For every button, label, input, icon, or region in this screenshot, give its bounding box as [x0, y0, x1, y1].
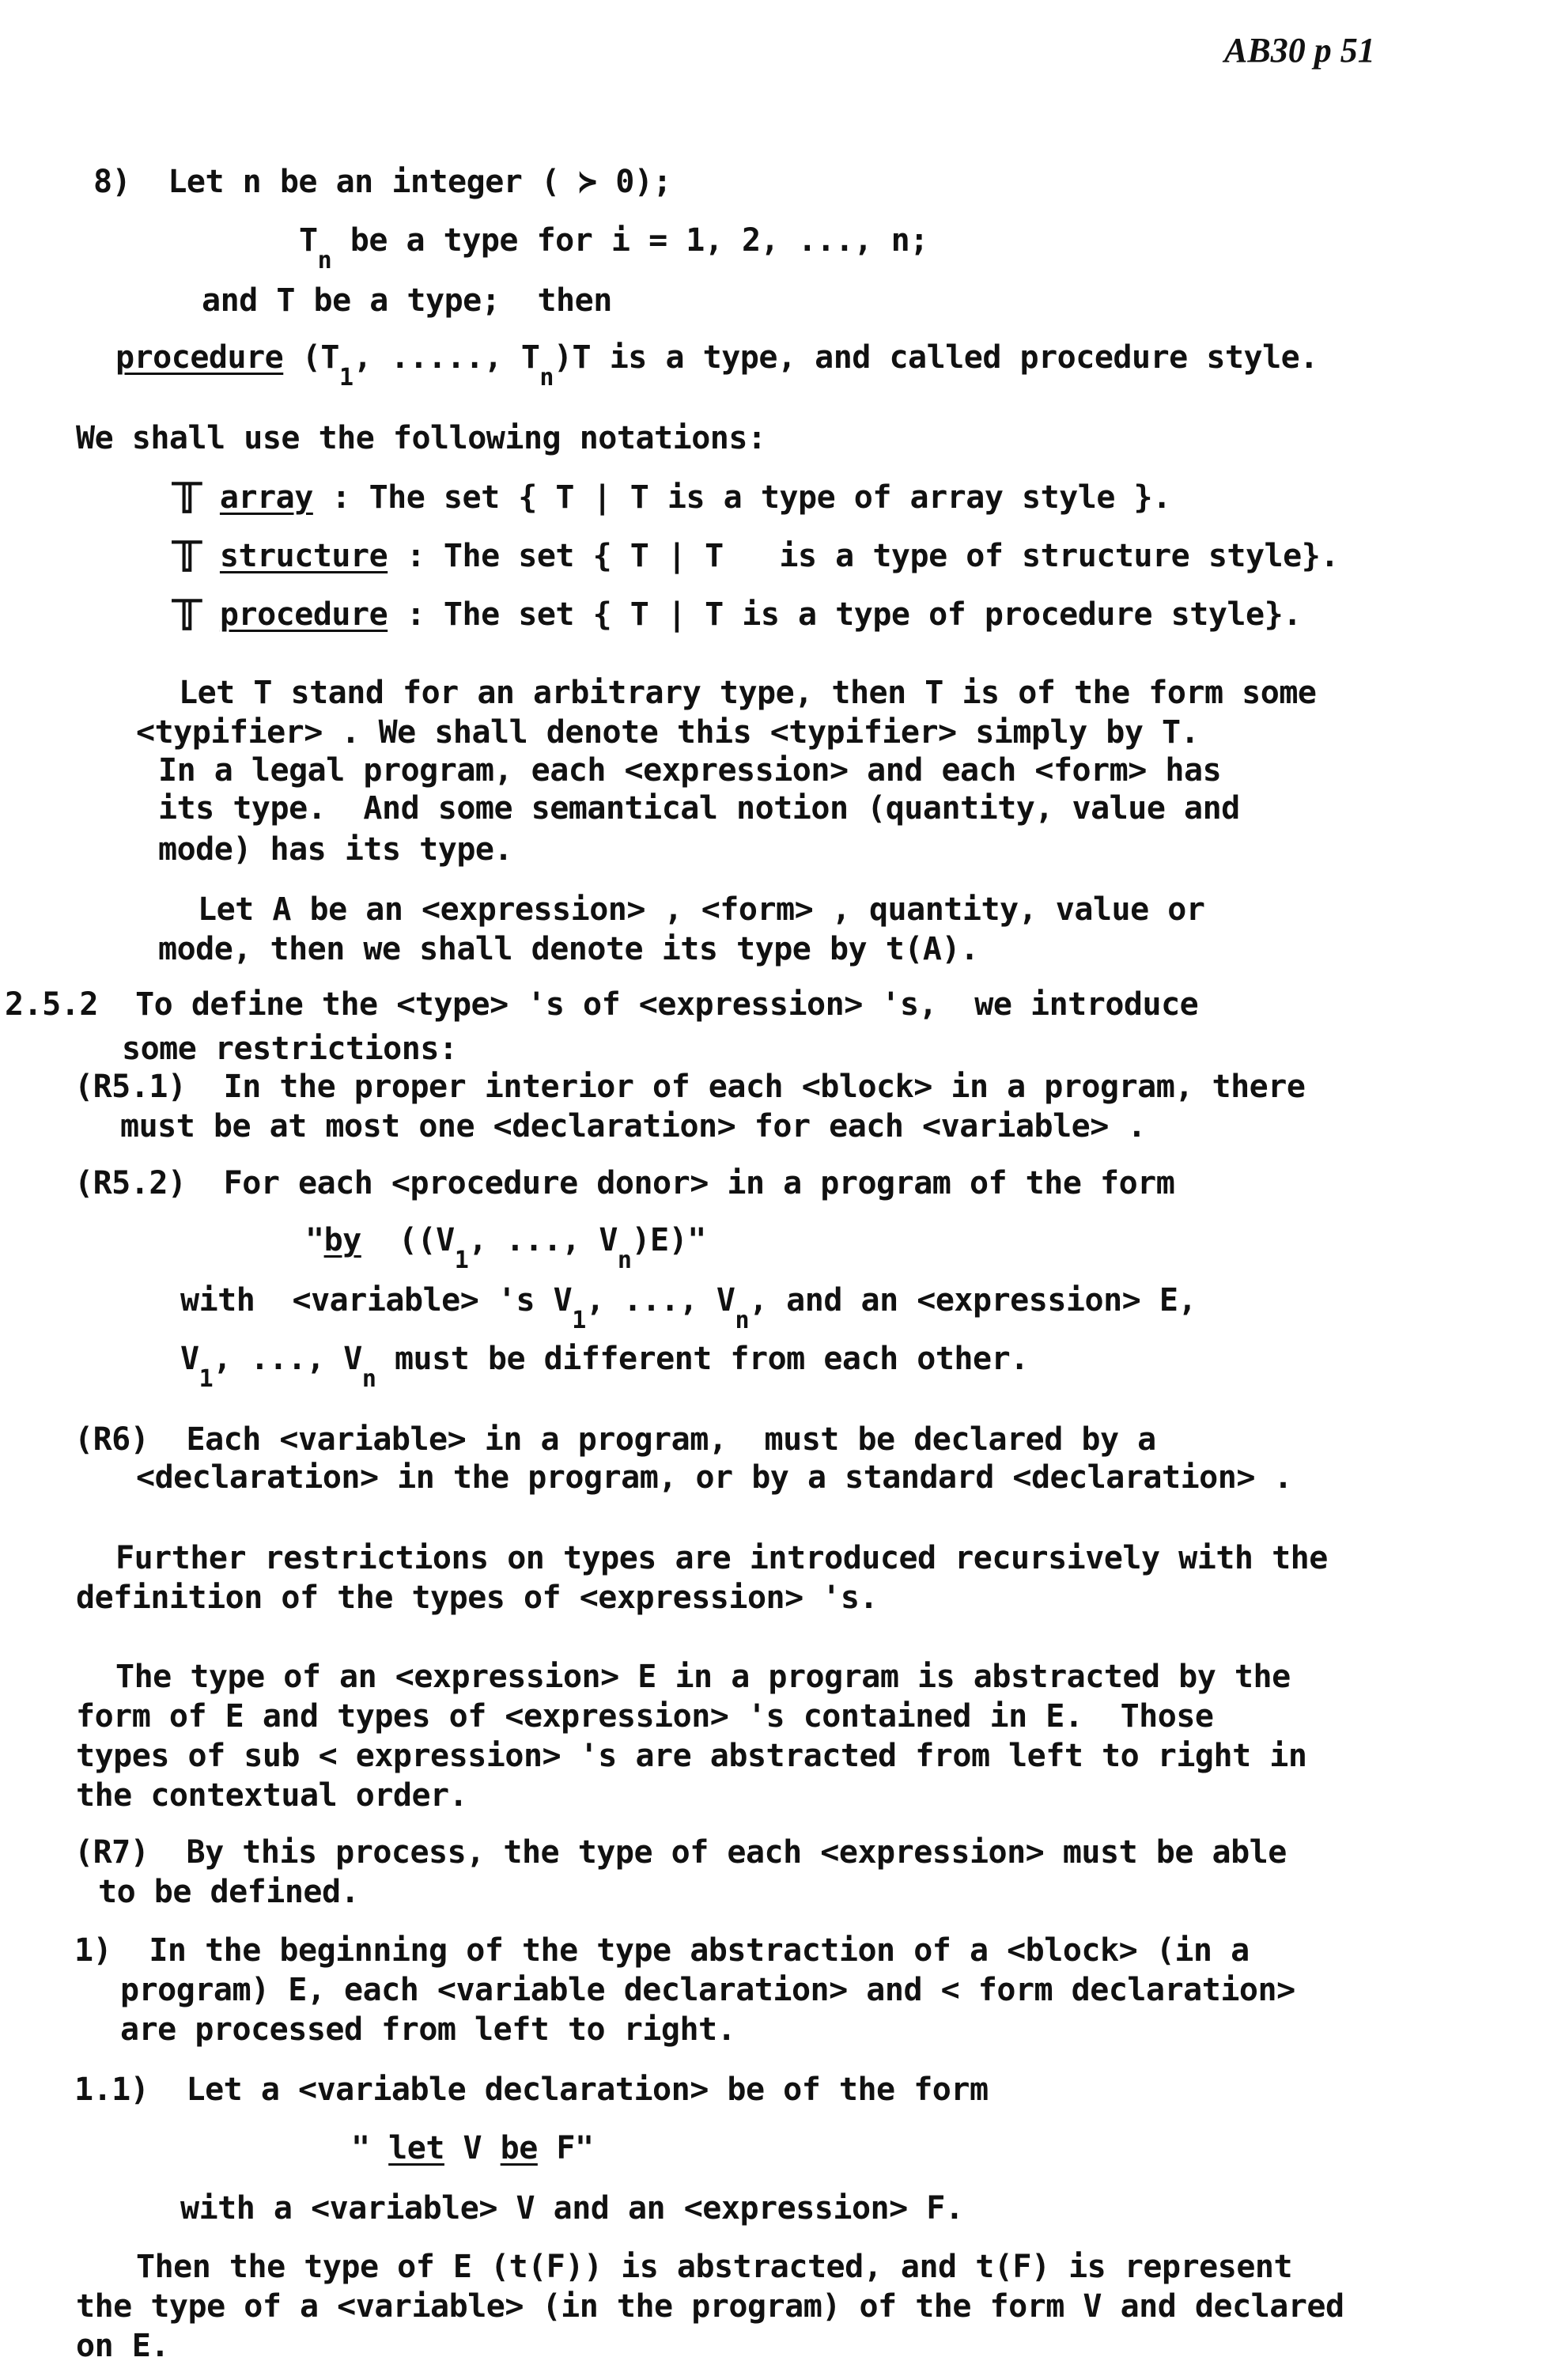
keyword-procedure: procedure: [115, 339, 284, 376]
notation-line: 𝕋 array : The set { T | T is a type of array style }.: [172, 477, 1171, 522]
text-line: the type of a <variable> (in the program) of the form V and declared: [76, 2288, 1344, 2325]
text-line: are processed from left to right.: [120, 2011, 736, 2048]
text-line: " let V be F": [351, 2130, 594, 2166]
text-line: 8) Let n be an integer ( ≻ 0);: [93, 164, 672, 200]
text-line: In a legal program, each <expression> and each <form> has: [158, 752, 1222, 789]
text-line: (R7) By this process, the type of each <expression> must be able: [74, 1834, 1287, 1871]
text-line: mode) has its type.: [158, 831, 513, 868]
text-line: on E.: [76, 2328, 169, 2364]
text-line: some restrictions:: [122, 1031, 458, 1067]
text-line: the contextual order.: [76, 1777, 468, 1814]
text-line: Further restrictions on types are introduced recursively with the: [115, 1540, 1328, 1576]
text-line: program) E, each <variable declaration> and < form declaration>: [120, 1972, 1295, 2008]
blackboard-t-symbol: 𝕋: [172, 594, 202, 639]
text-line: definition of the types of <expression> 's.: [76, 1580, 879, 1616]
text-line: Let A be an <expression> , <form> , quantity, value or: [198, 891, 1205, 928]
text-line: The type of an <expression> E in a program is abstracted by the: [115, 1659, 1291, 1695]
text-line: Let T stand for an arbitrary type, then T is of the form some: [179, 675, 1317, 711]
text-line: $T_n$ be a type for i = 1, 2, ..., n;: [299, 222, 928, 274]
text-line: 1) In the beginning of the type abstraction of a <block> (in a: [74, 1932, 1250, 1969]
text-line: must be at most one <declaration> for each <variable> .: [120, 1108, 1147, 1145]
text-line: 1.1) Let a <variable declaration> be of the form: [74, 2072, 989, 2108]
blackboard-t-symbol: 𝕋: [172, 535, 202, 581]
text-line: procedure ($T_1$, ....., $T_n)T$ is a type, and called procedure style.: [115, 339, 1318, 392]
text-line: its type. And some semantical notion (quantity, value and: [158, 790, 1240, 827]
text-line: (R5.2) For each <procedure donor> in a program of the form: [74, 1165, 1175, 1201]
notation-line: 𝕋 procedure : The set { T | T is a type of procedure style}.: [172, 594, 1302, 639]
text-line: with a <variable> V and an <expression> F.: [180, 2190, 964, 2227]
text-line: with <variable> 's $V_1$, ..., $V_n$, and an <expression> E,: [180, 1282, 1197, 1334]
text-line: $V_1$, ..., $V_n$ must be different from each other.: [180, 1341, 1029, 1393]
text-line: <declaration> in the program, or by a standard <declaration> .: [136, 1459, 1293, 1496]
blackboard-t-symbol: 𝕋: [172, 477, 202, 522]
text-line: to be defined.: [98, 1874, 360, 1910]
text-line: mode, then we shall denote its type by t(A).: [158, 931, 979, 967]
text-line: Then the type of E (t(F)) is abstracted, and t(F) is represent: [136, 2249, 1293, 2285]
text-line: (R6) Each <variable> in a program, must be declared by a: [74, 1421, 1156, 1458]
notation-line: 𝕋 structure : The set { T | T is a type of structure style}.: [172, 535, 1339, 581]
text-line: <typifier> . We shall denote this <typifier> simply by T.: [136, 714, 1200, 751]
text-line: (R5.1) In the proper interior of each <block> in a program, there: [74, 1069, 1306, 1105]
section-heading: 2.5.2 To define the <type> 's of <expression> 's, we introduce: [5, 986, 1199, 1023]
text-line: form of E and types of <expression> 's contained in E. Those: [76, 1698, 1214, 1735]
text-line: "by (($V_1$, ..., $V_n)E$)": [305, 1222, 706, 1274]
text-line: and T be a type; then: [202, 282, 612, 319]
text-line: We shall use the following notations:: [76, 420, 766, 456]
page-reference: AB30 p 51: [1224, 31, 1375, 70]
text-line: types of sub < expression> 's are abstracted from left to right in: [76, 1738, 1307, 1774]
